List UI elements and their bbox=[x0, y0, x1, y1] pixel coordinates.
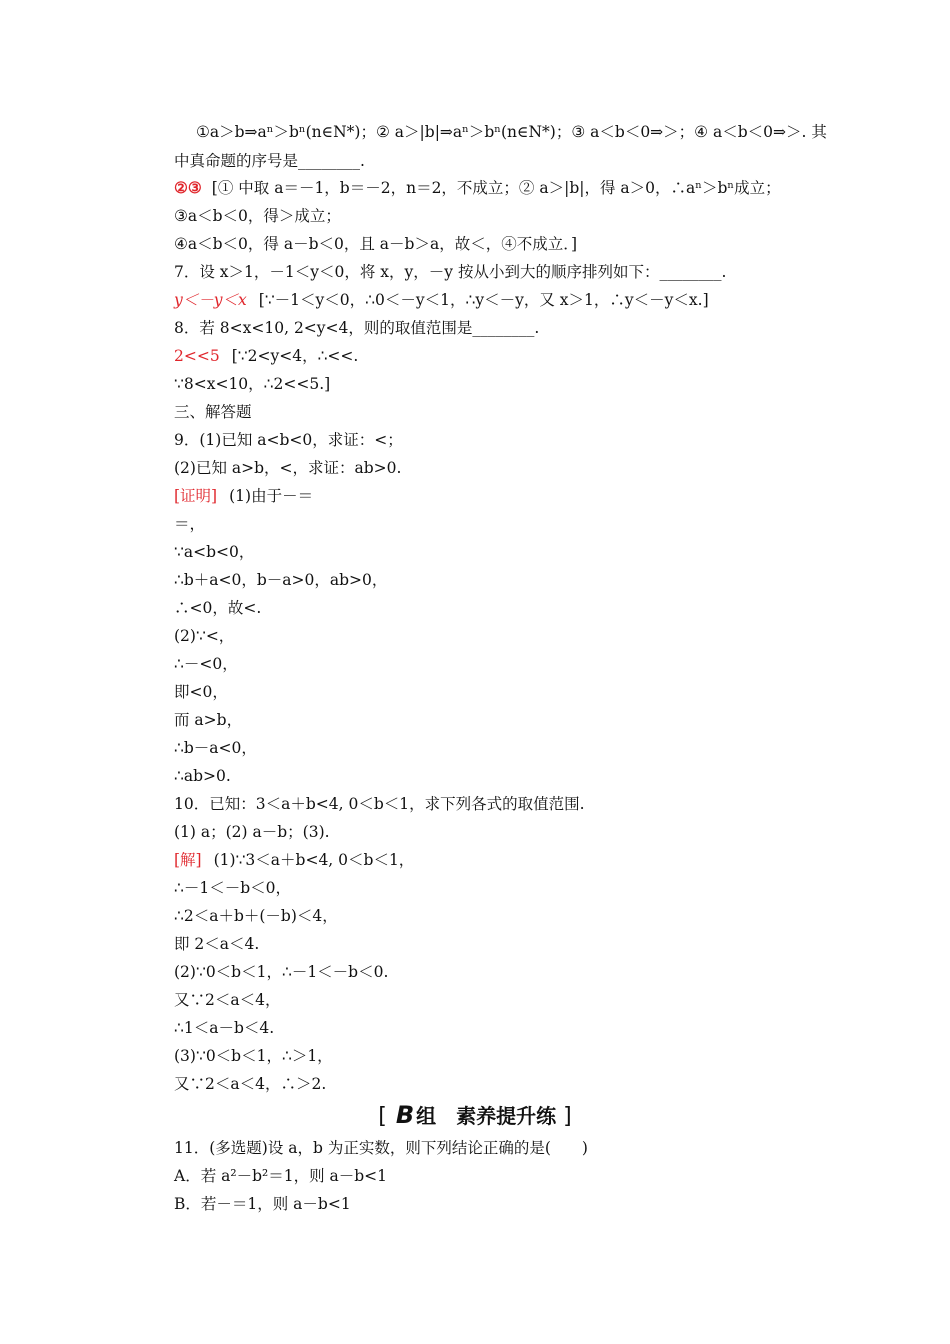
line-7 bbox=[174, 290, 709, 310]
line-18: ∴<0，故<. bbox=[174, 599, 262, 617]
question-9-part-2: (2)已知 a>b，<，求证：ab>0. bbox=[174, 459, 402, 477]
line-34: (3)∵0＜b＜1，∴＞1， bbox=[174, 1047, 333, 1065]
line-15: ＝， bbox=[174, 515, 206, 533]
line-21: 即<0， bbox=[174, 683, 228, 701]
proof-label: [证明] bbox=[174, 487, 218, 505]
banner-open-bracket: [ bbox=[378, 1104, 387, 1129]
line-28: ∴－1＜－b＜0， bbox=[174, 879, 292, 897]
solution-text: [∵－1＜y＜0，∴0＜－y＜1，∴y＜－y，又 x＞1，∴y＜－y＜x.] bbox=[258, 291, 709, 309]
line-17: ∴b＋a<0，b－a>0，ab>0， bbox=[174, 571, 388, 589]
line-5: ④a＜b＜0，得 a－b＜0，且 a－b＞a，故＜，④不成立．] bbox=[174, 235, 578, 253]
solution-label: [解] bbox=[174, 851, 202, 869]
question-10: 10．已知：3＜a＋b<4, 0＜b＜1，求下列各式的取值范围. bbox=[174, 795, 585, 813]
question-8: 8．若 8<x<10, 2<y<4，则的取值范围是________. bbox=[174, 319, 540, 337]
line-23: ∴b－a<0， bbox=[174, 739, 257, 757]
solution-text: [① 中取 a＝－1，b＝－2，n＝2，不成立；② a＞|b|，得 a＞0，∴aⁿ＞bⁿ成立； bbox=[211, 179, 781, 197]
line-20: ∴－<0， bbox=[174, 655, 238, 673]
line-31: (2)∵0＜b＜1，∴－1＜－b＜0. bbox=[174, 963, 389, 981]
line-35: 又∵2＜a＜4，∴＞2. bbox=[174, 1075, 327, 1093]
solution-text: [∵2<y<4，∴<<. bbox=[231, 347, 359, 365]
question-7: 7．设 x＞1，－1＜y＜0，将 x，y，－y 按从小到大的顺序排列如下：________. bbox=[174, 263, 727, 281]
line-24: ∴ab>0. bbox=[174, 767, 231, 785]
line-26: (1) a；(2) a－b；(3). bbox=[174, 823, 330, 841]
line-27 bbox=[174, 850, 414, 870]
line-10: ∵8<x<10，∴2<<5.] bbox=[174, 375, 331, 393]
line-1: ①a＞b⇒aⁿ＞bⁿ(n∈N*)；② a＞|b|⇒aⁿ＞bⁿ(n∈N*)；③ a＜b＜0⇒＞；④ a＜b＜0⇒＞. 其 bbox=[196, 123, 827, 141]
banner-group-letter: B bbox=[395, 1101, 415, 1129]
line-3 bbox=[174, 178, 781, 198]
line-33: ∴1＜a－b＜4. bbox=[174, 1019, 275, 1037]
line-4: ③a＜b＜0，得＞成立； bbox=[174, 207, 341, 225]
option-a: A．若 a²－b²＝1，则 a－b<1 bbox=[174, 1167, 388, 1185]
answer-text: 2<<5 bbox=[174, 347, 220, 365]
answer-text: y＜－y＜x bbox=[174, 291, 247, 309]
line-29: ∴2＜a＋b＋(－b)＜4， bbox=[174, 907, 338, 925]
proof-text: (1)由于－＝ bbox=[229, 487, 314, 505]
line-22: 而 a>b， bbox=[174, 711, 243, 729]
line-16: ∵a<b<0， bbox=[174, 543, 255, 561]
line-14 bbox=[174, 486, 313, 506]
line-32: 又∵2＜a＜4， bbox=[174, 991, 281, 1009]
question-9-part-1: 9．(1)已知 a<b<0，求证：<； bbox=[174, 431, 403, 449]
banner-close-bracket: ] bbox=[563, 1104, 572, 1129]
line-9 bbox=[174, 346, 358, 366]
line-30: 即 2＜a＜4. bbox=[174, 935, 260, 953]
question-11: 11．(多选题)设 a，b 为正实数，则下列结论正确的是( ) bbox=[174, 1139, 588, 1157]
line-19: (2)∵<， bbox=[174, 627, 235, 645]
option-b: B．若－＝1，则 a－b<1 bbox=[174, 1195, 351, 1213]
answer-text: ②③ bbox=[174, 178, 202, 197]
solution-text: (1)∵3＜a＋b<4, 0＜b＜1， bbox=[213, 851, 415, 869]
section-banner bbox=[0, 1100, 950, 1129]
banner-title: 组 素养提升练 bbox=[416, 1104, 557, 1128]
line-2: 中真命题的序号是________. bbox=[174, 152, 365, 170]
section-heading: 三、解答题 bbox=[174, 403, 252, 421]
